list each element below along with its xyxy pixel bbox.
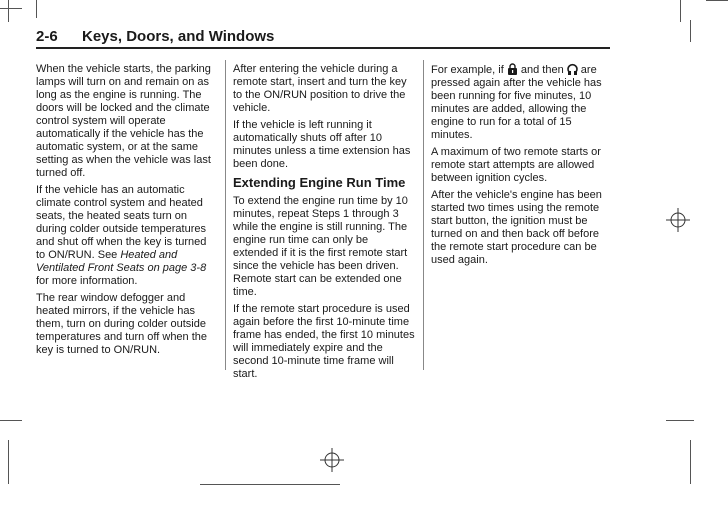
paragraph: When the vehicle starts, the parking lamps will turn on and remain on as long as the engine is running. The doors will be locked and the climate control system will operate automatically if the vehicle has the automatic system, or at the same setting as when the vehicle was last turned off.: [36, 63, 211, 179]
paragraph-text: and then: [517, 64, 567, 76]
paragraph: After entering the vehicle during a remote start, insert and turn the key to the ON/RUN position to drive the vehicle.: [233, 63, 407, 114]
crop-mark: [200, 484, 340, 485]
paragraph: The rear window defogger and heated mirrors, if the vehicle has them, turn on during colder outside temperatures and turn off when the key is turned to ON/RUN.: [36, 292, 208, 356]
registration-mark-icon: [320, 448, 344, 472]
paragraph-text: for more information.: [36, 275, 138, 287]
cross-reference-link[interactable]: Heated and Ventilated Front Seats on page 3-8: [36, 249, 207, 274]
page-title: Keys, Doors, and Windows: [82, 28, 275, 45]
remote-start-icon: [567, 63, 578, 75]
crop-mark: [8, 0, 9, 22]
column-divider: [225, 60, 226, 370]
paragraph: A maximum of two remote starts or remote start attempts are allowed between ignition cycles.: [431, 146, 601, 184]
section-heading: Extending Engine Run Time: [233, 175, 406, 190]
crop-mark: [666, 420, 694, 421]
crop-mark: [8, 440, 9, 484]
crop-mark: [690, 20, 691, 42]
crop-mark: [36, 0, 37, 18]
paragraph: To extend the engine run time by 10 minutes, repeat Steps 1 through 3 while the engine is still running. The engine run time can only be extended if it is the first remote start since the vehicle has been driven. Remote start can be extended one time.: [233, 195, 408, 298]
column-divider: [423, 60, 424, 370]
crop-mark: [0, 8, 22, 9]
paragraph: [36, 184, 218, 288]
column-2: [233, 63, 416, 385]
lock-icon: [507, 63, 518, 75]
page-header: [36, 28, 610, 48]
paragraph-text: If the vehicle has an automatic climate control system and heated seats, the heated seats turn on during colder outside temperatures and shut off when the key is turned to ON/RUN. See: [36, 184, 207, 261]
paragraph-text: are pressed again after the vehicle has been running for five minutes, 10 minutes are added, allowing the engine to run for a total of 15 minutes.: [431, 64, 602, 141]
registration-mark-icon: [666, 208, 690, 232]
crop-mark: [680, 0, 681, 22]
column-1: [36, 63, 218, 361]
paragraph: If the vehicle is left running it automatically shuts off after 10 minutes unless a time extension has been done.: [233, 119, 411, 170]
header-rule: [36, 47, 610, 49]
paragraph: [431, 63, 611, 142]
paragraph: If the remote start procedure is used again before the first 10-minute time frame has ended, the first 10 minutes will immediately expire and the second 10-minute time frame will start.: [233, 303, 415, 380]
crop-mark: [706, 0, 728, 1]
column-3: [431, 63, 611, 271]
crop-mark: [0, 420, 22, 421]
page-number: 2-6: [36, 28, 58, 45]
crop-mark: [690, 440, 691, 484]
paragraph: After the vehicle's engine has been started two times using the remote start button, the ignition must be turned on and then back off before the remote start procedure can be used again.: [431, 189, 602, 266]
paragraph-text: For example, if: [431, 64, 507, 76]
